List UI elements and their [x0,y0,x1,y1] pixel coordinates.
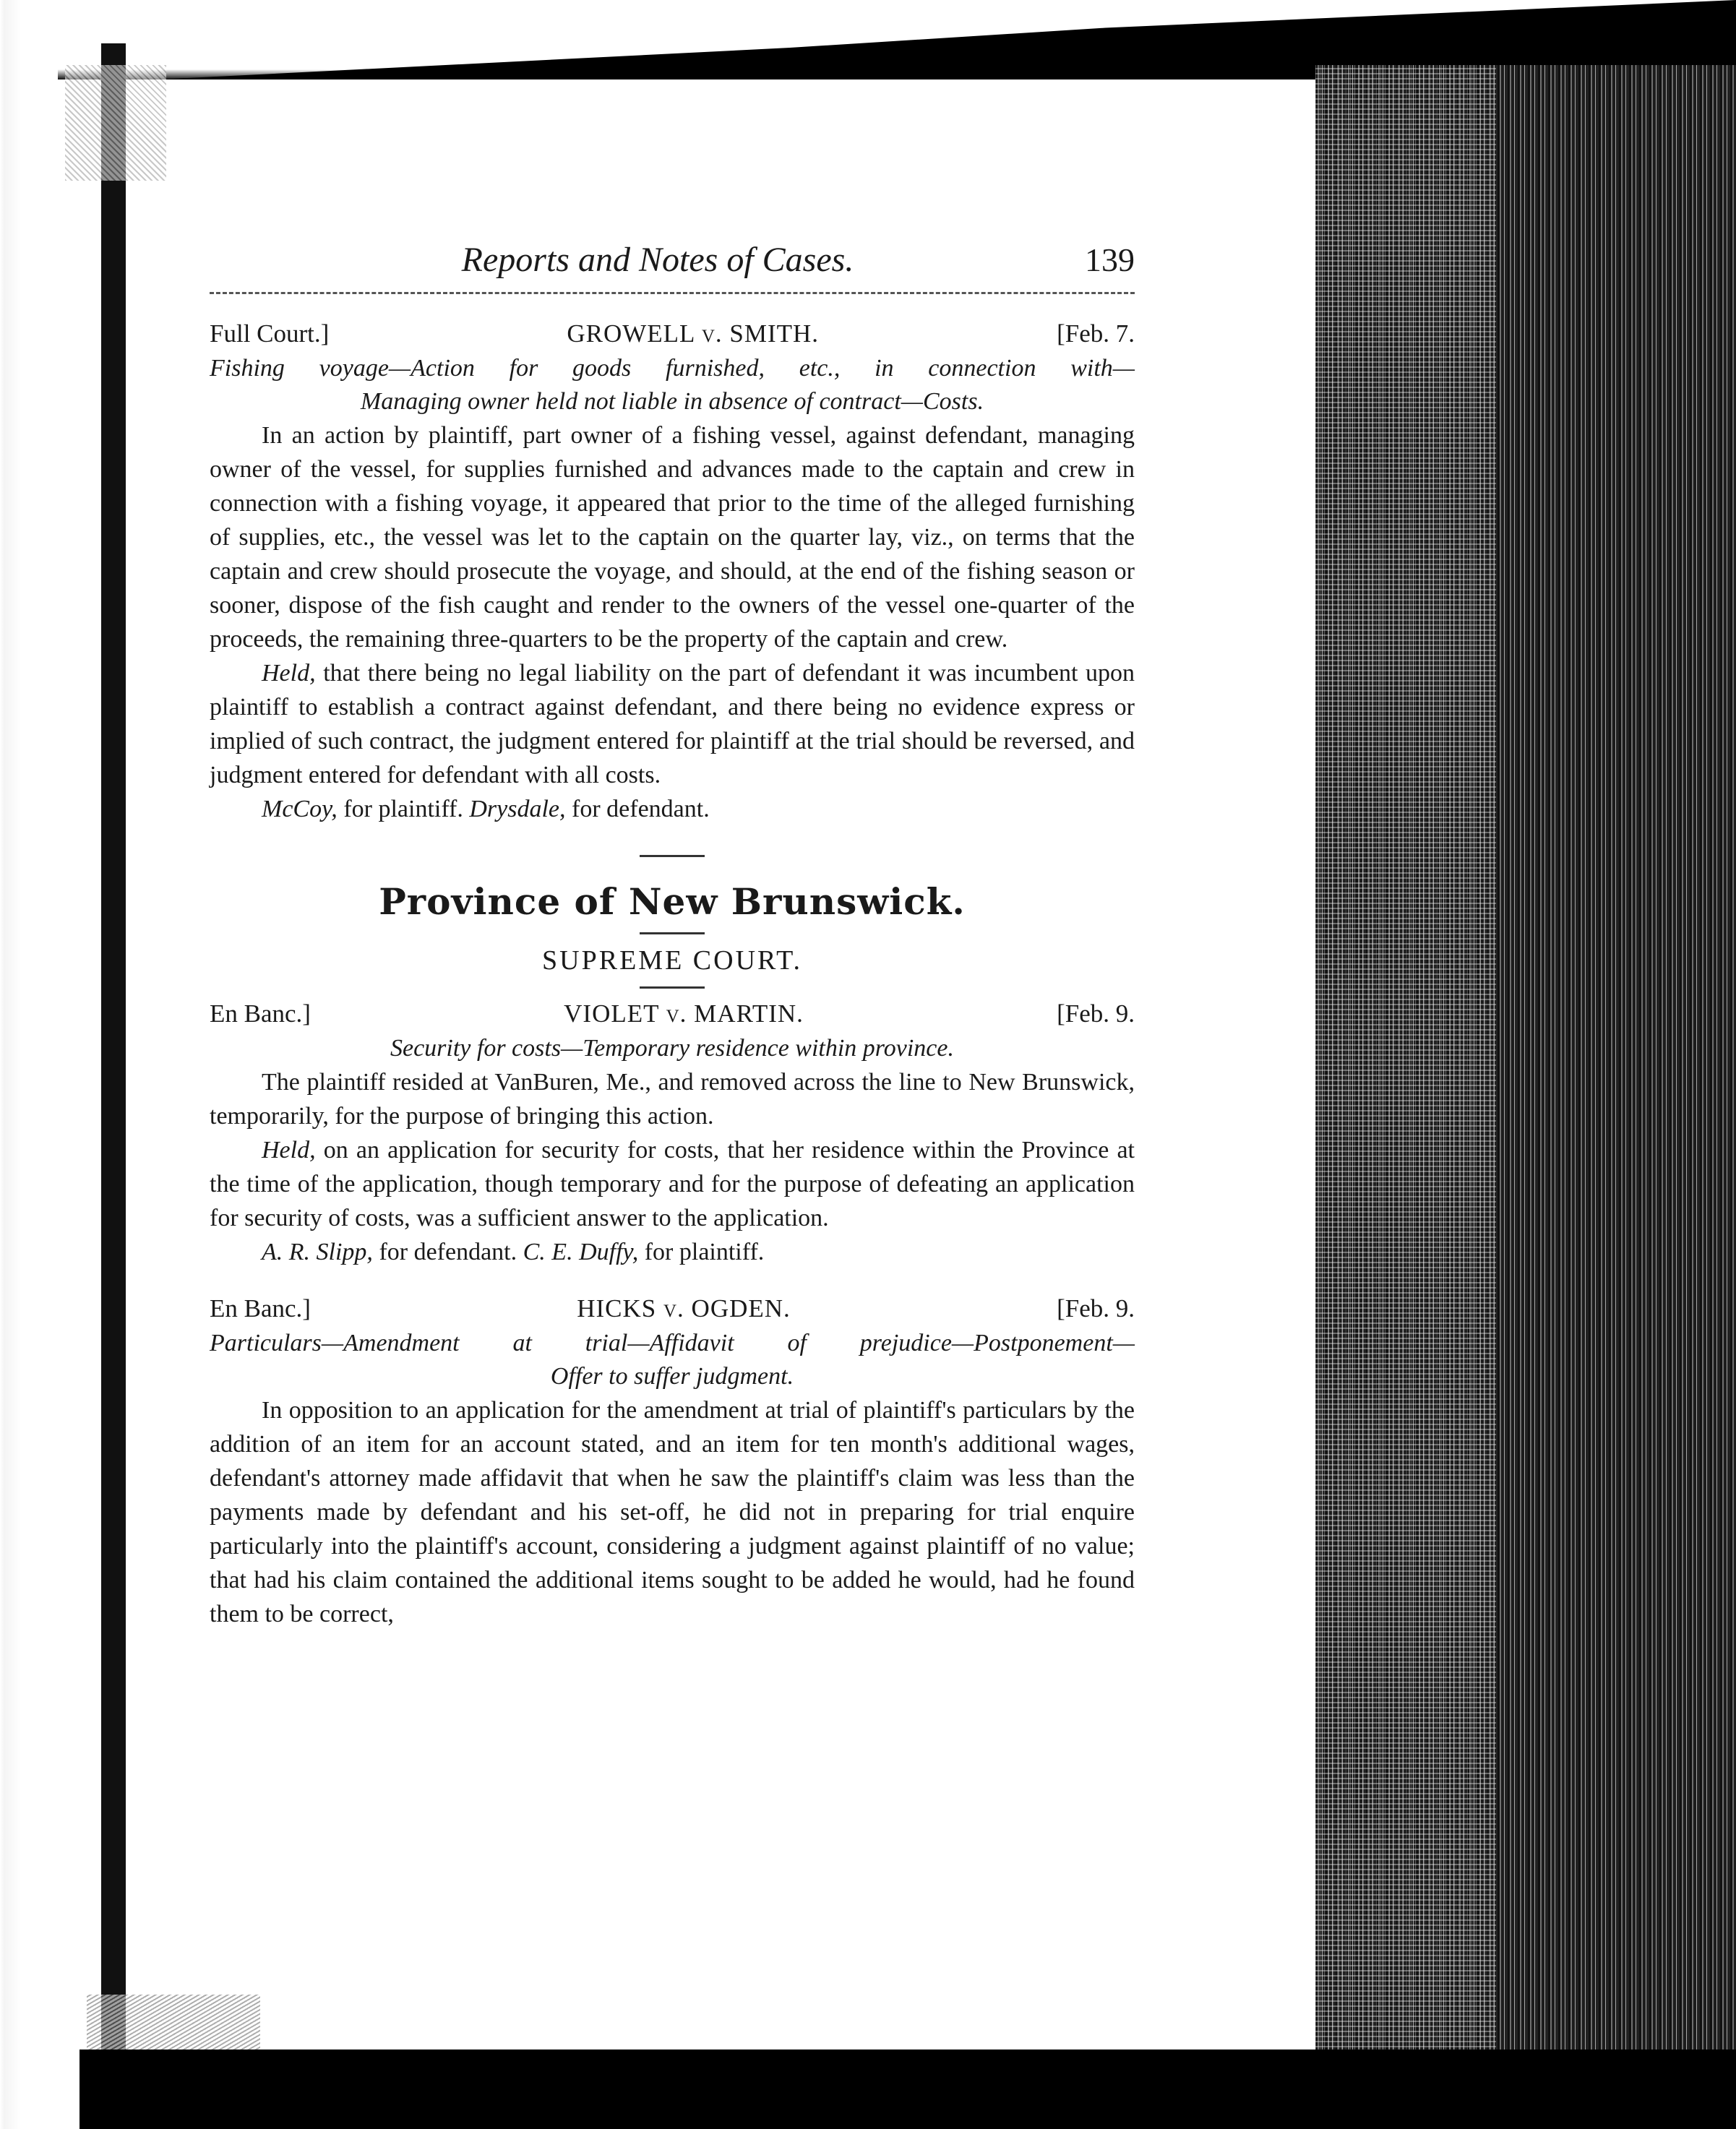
case-date: [Feb. 9. [1057,999,1135,1028]
case-paragraph: In opposition to an application for the amendment at trial of plaintiff's particulars by the addition of an item for an account stated, and an item for ten month's additional wages, defendant's attorney made affidavit that when he saw the plaintiff's claim was less than the payments made by defendant and his set-off, he did not in preparing for trial enquire particularly into the plaintiff's account, considering a judgment against plaintiff of no value; that had his claim contained the additional items sought to be added he would, had he found them to be correct, [210,1397,1135,1627]
spacer [210,1269,1135,1291]
case-catchwords [210,1032,1135,1065]
section-rule [640,855,705,857]
held-word: Held, [262,1137,316,1164]
scan-noise-top-left [65,65,166,181]
counsel-role: for defendant. [565,796,710,822]
case-date: [Feb. 9. [1057,1294,1135,1322]
held-paragraph [210,656,1135,792]
case-paragraph: In an action by plaintiff, part owner of a fishing vessel, against defendant, managing owner of the vessel, for supplies furnished and advances made to the captain and crew in connection with a fishing voyage, it appeared that prior to the time of the alleged furnishing of supplies, etc., the vessel was let to the captain on the quarter lay, viz., on terms that the captain and crew should prosecute the voyage, and should, at the end of the fishing season or sooner, dispose of the fish caught and render to the owners of the vessel one-quarter of the proceeds, the remaining three-quarters to be the property of the captain and crew. [210,422,1135,653]
held-paragraph [210,1133,1135,1235]
catchword-line: Fishing voyage—Action for goods furnished, etc., in connection with— [210,355,1135,382]
catchword-line: Managing owner held not liable in absence of contract—Costs. [360,388,984,415]
province-heading: Province of New Brunswick. [379,880,966,923]
catchword-line: Particulars—Amendment at trial—Affidavit of prejudice—Postponement— [210,1330,1135,1356]
case-paragraph: The plaintiff resided at VanBuren, Me., and removed across the line to New Brunswick, temporarily, for the purpose of bringing this action. [210,1069,1135,1130]
catchword-line: Security for costs—Temporary residence within province. [390,1035,954,1062]
running-title: Reports and Notes of Cases. [461,241,854,279]
counsel-role: for plaintiff. [638,1239,765,1265]
held-text: on an application for security for costs, that her residence within the Province at the time of the application, though temporary and for the purpose of defeating an application for security of costs, was a sufficient answer to the application. [210,1137,1135,1231]
counsel-line [210,1235,1135,1269]
case-title: HICKS v. OGDEN. [577,1294,791,1322]
case-date: [Feb. 7. [1057,319,1135,348]
court-heading: SUPREME COURT. [542,945,802,976]
page-header [210,238,1135,282]
counsel-role: for plaintiff. [337,796,470,822]
case-court: Full Court.] [210,319,330,348]
counsel-role: for defendant. [372,1239,523,1265]
counsel-name: Drysdale, [469,796,566,822]
held-word: Held, [262,660,316,687]
section-rule [640,932,705,934]
counsel-name: McCoy, [262,796,338,822]
counsel-line [210,792,1135,826]
case-court: En Banc.] [210,1294,311,1322]
counsel-name: C. E. Duffy, [523,1239,639,1265]
case-heading [210,1291,1135,1327]
case-catchwords [210,352,1135,418]
header-rule [210,292,1135,294]
document-page [210,238,1135,1631]
catchword-line: Offer to suffer judgment. [550,1363,794,1390]
case-title: VIOLET v. MARTIN. [564,999,804,1028]
case-heading [210,996,1135,1032]
scan-bottom-shadow [80,2050,1736,2129]
scan-left-edge [0,0,20,2129]
case-catchwords [210,1327,1135,1393]
case-court: En Banc.] [210,999,311,1028]
counsel-name: A. R. Slipp, [262,1239,373,1265]
held-text: that there being no legal liability on the part of defendant it was incumbent upon plaintiff to establish a contract against defendant, and there being no evidence express or implied of such contract, the judgment entered for plaintiff at the trial should be reversed, and judgment entered for defendant with all costs. [210,660,1135,788]
scan-left-spine [101,43,126,2129]
page-number: 139 [1085,241,1135,278]
case-heading [210,316,1135,352]
scan-book-edge-noise [1315,65,1496,2052]
section-rule [640,986,705,989]
case-title: GROWELL v. SMITH. [567,319,820,348]
